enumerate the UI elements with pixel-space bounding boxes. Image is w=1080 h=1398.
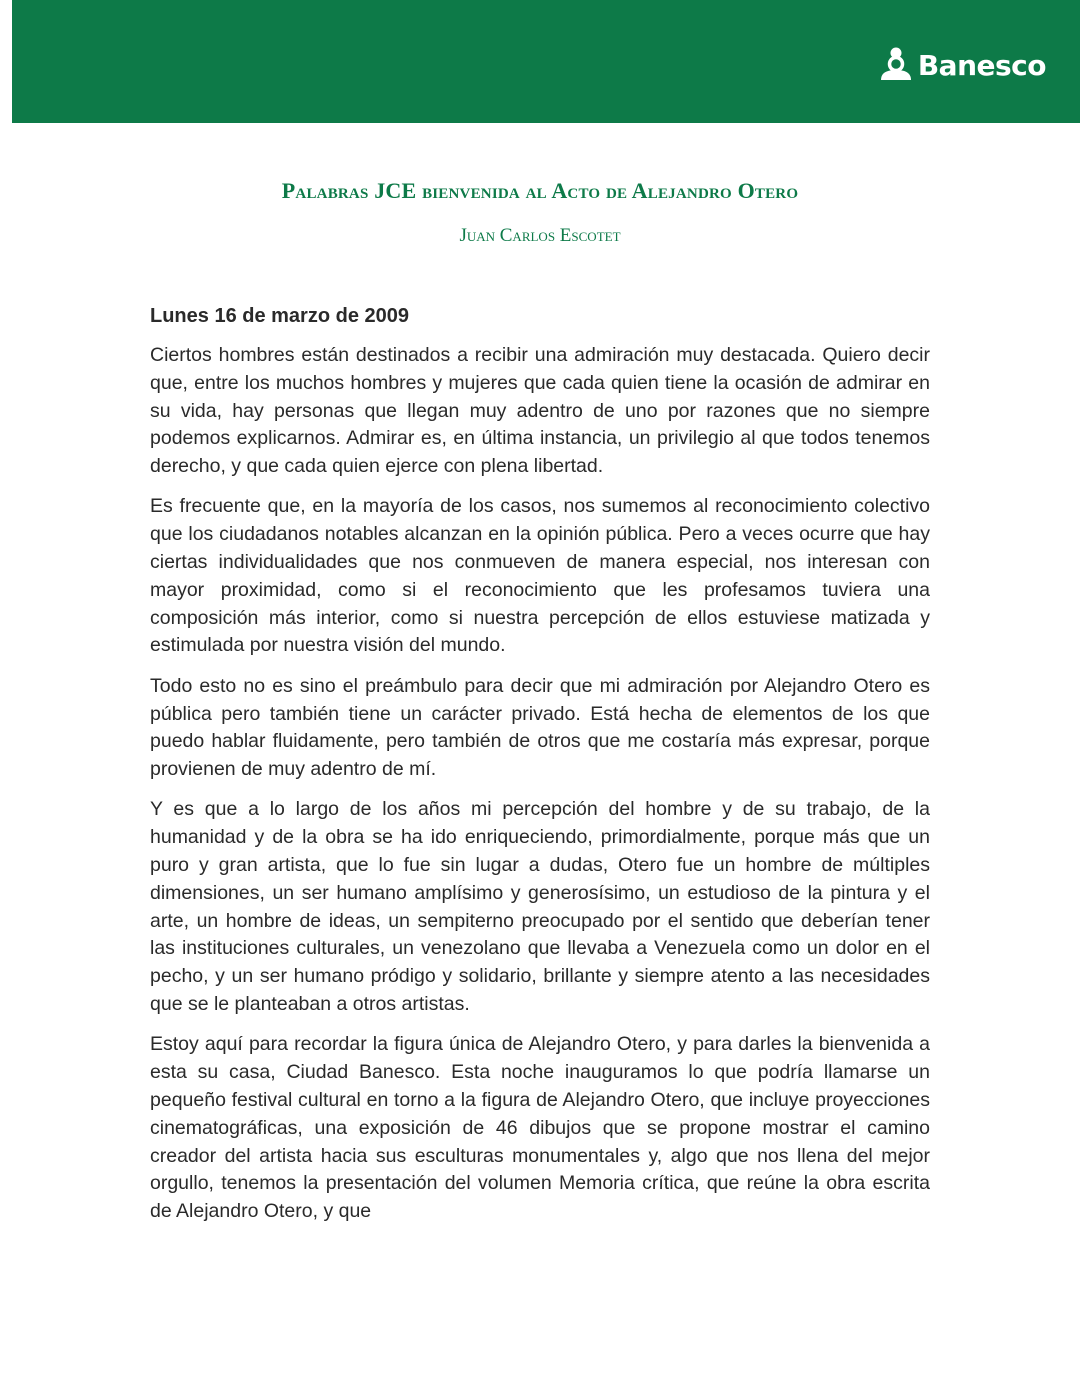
paragraph: Ciertos hombres están destinados a recibir una admiración muy destacada. Quiero decir que, entre los muchos hombres y mujeres que cada quien tiene la ocasión de admirar en su vida, hay personas que llegan muy adentro de uno por razones que no siempre podemos explicarnos. Admirar es, en última instancia, un privilegio al que todos tenemos derecho, y que cada quien ejerce con plena libertad.: [150, 344, 930, 478]
brand-logo: [878, 46, 1046, 86]
document-date: Lunes 16 de marzo de 2009: [150, 305, 410, 327]
document-body: [150, 305, 930, 1238]
document-title: Palabras JCE bienvenida al Acto de Alejandro Otero: [281, 178, 799, 203]
paragraph: Es frecuente que, en la mayoría de los casos, nos sumemos al reconocimiento colectivo que los ciudadanos notables alcanzan en la opinión pública. Pero a veces ocurre que hay ciertas individualidades que nos conmueven de manera especial, nos interesan con mayor proximidad, como si el reconocimiento que les profesamos tuviera una composición más interior, como si nuestra percepción de ellos estuviese matizada y estimulada por nuestra visión del mundo.: [150, 495, 930, 657]
paragraph: Todo esto no es sino el preámbulo para decir que mi admiración por Alejandro Otero es pública pero también tiene un carácter privado. Está hecha de elementos de los que puedo hablar fluidamente, pero también de otros que me costaría más expresar, porque provienen de muy adentro de mí.: [150, 674, 930, 781]
brand-name: Banesco: [917, 49, 1046, 82]
header-band: [12, 0, 1080, 123]
paragraph: Estoy aquí para recordar la figura única de Alejandro Otero, y para darles la bienvenida a esta su casa, Ciudad Banesco. Esta noche inauguramos lo que podría llamarse un pequeño festival cultural en torno a la figura de Alejandro Otero, que incluye proyecciones cinematográficas, una exposición de 46 dibujos que se propone mostrar el camino creador del artista hacia sus esculturas monumentales y, algo que nos llena del mejor orgullo, tenemos la presentación del volumen Memoria crítica, que reúne la obra escrita de Alejandro Otero, y que: [150, 1033, 930, 1223]
paragraph: Y es que a lo largo de los años mi percepción del hombre y de su trabajo, de la humanidad y de la obra se ha ido enriqueciendo, primordialmente, porque más que un puro y gran artista, que lo fue sin lugar a dudas, Otero fue un hombre de múltiples dimensiones, un ser humano amplísimo y generosísimo, un estudioso de la pintura y el arte, un hombre de ideas, un sempiterno preocupado por el sentido que deberían tener las instituciones culturales, un venezolano que llevaba a Venezuela como un dolor en el pecho, y un ser humano pródigo y solidario, brillante y siempre atento a las necesidades que se le planteaban a otros artistas.: [150, 798, 930, 1016]
banesco-logo-icon: [878, 46, 914, 86]
document-author: Juan Carlos Escotet: [459, 225, 621, 246]
